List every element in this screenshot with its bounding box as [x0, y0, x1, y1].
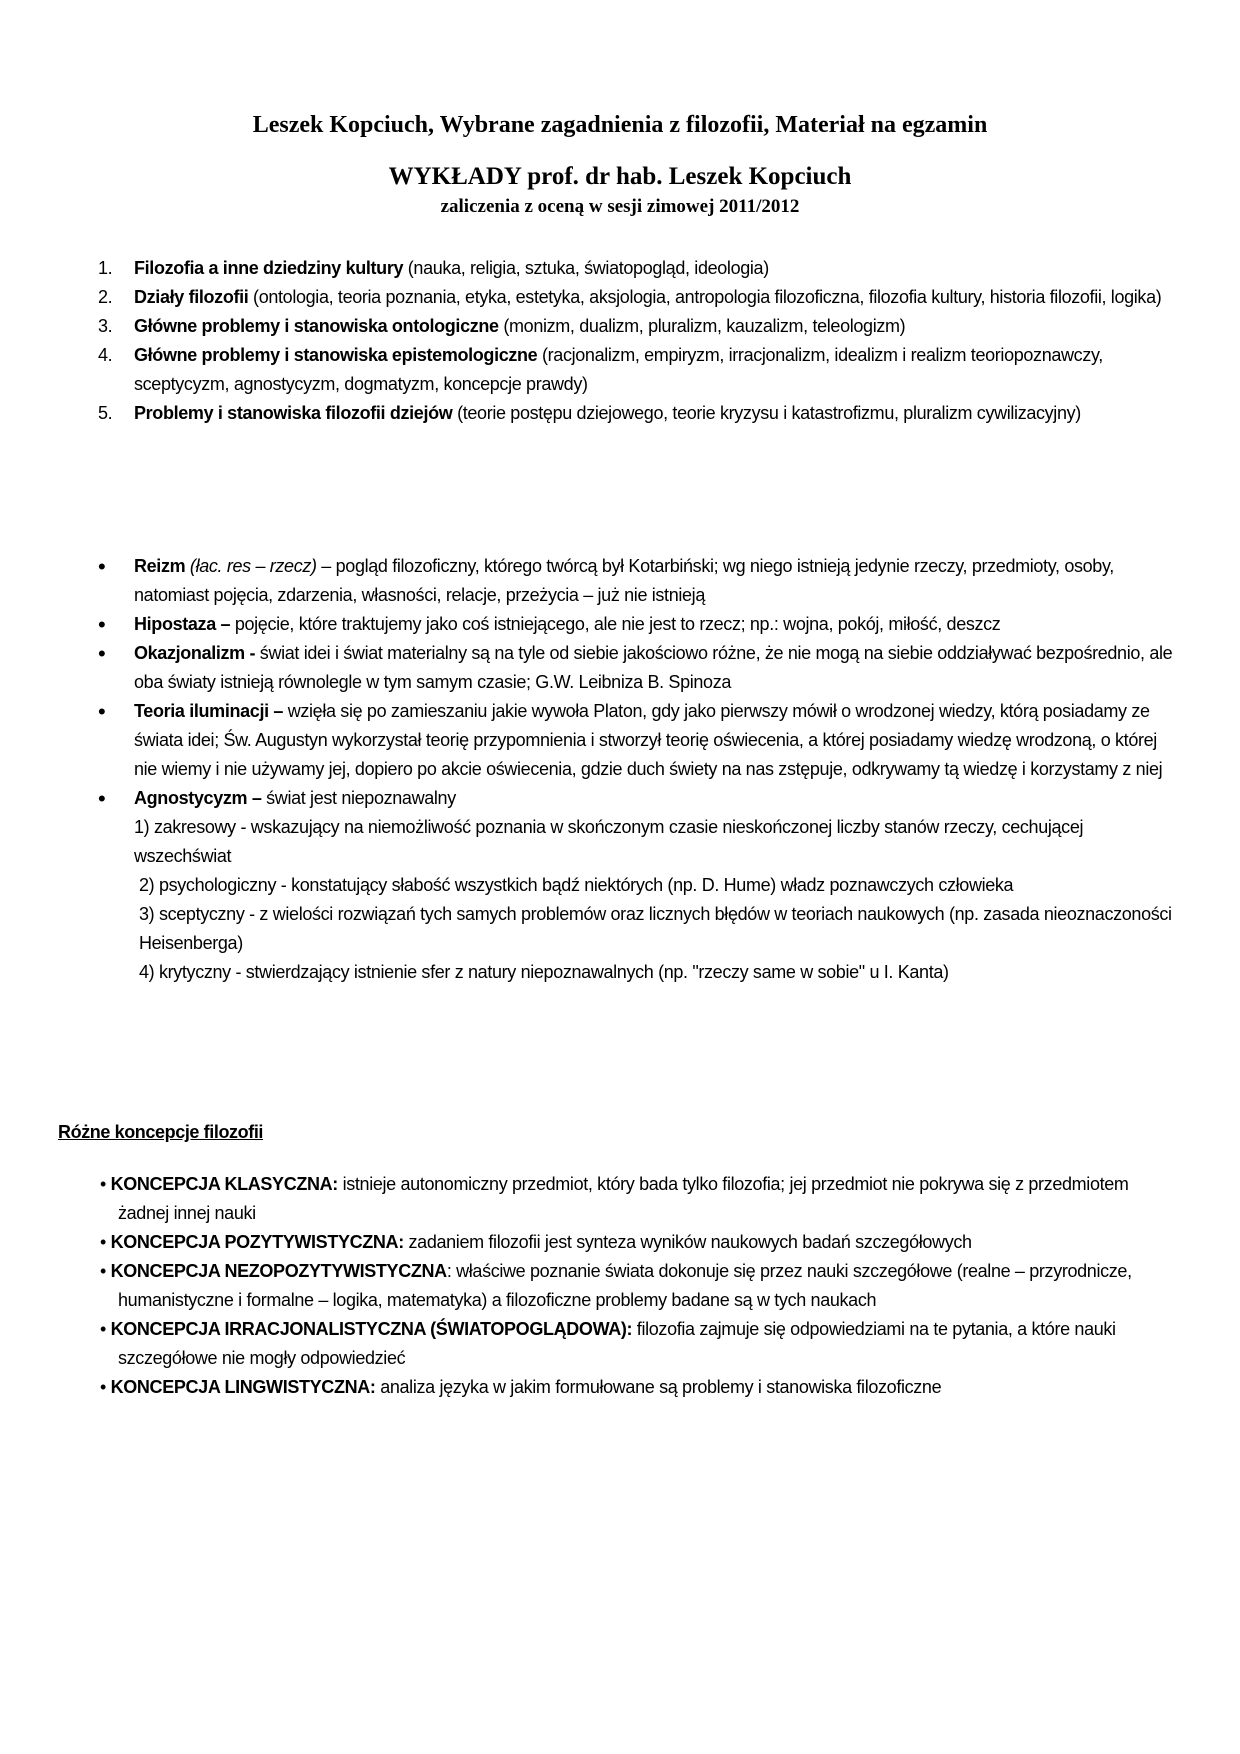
topic-item	[88, 283, 1178, 312]
bullet-icon: •	[98, 641, 106, 666]
term-definition: wzięła się po zamieszaniu jakie wywoła Platon, gdy jako pierwszy mówił o wrodzonej wiedzy, którą posiadamy ze świata idei; Św. Augustyn wykorzystał teorię przypomnienia i stworzył teorię oświecenia, a której posiadamy wiedzę wrodzoną, o której nie wiemy i nie używamy jej, dopiero po akcie oświecenia, gdzie duch świety na nas zstępuje, odkrywamy tą wiedzę i korzystamy z niej	[134, 701, 1163, 779]
term-etymology: (łac. res – rzecz)	[185, 556, 317, 576]
term-name: Agnostycyzm –	[134, 788, 262, 808]
term-definition: świat jest niepoznawalny	[261, 788, 456, 808]
topic-number: 3.	[98, 316, 113, 336]
agnosticism-type: 1) zakresowy - wskazujący na niemożliwość poznania w skończonym czasie nieskończonej liczby stanów rzeczy, cechującej wszechświat	[134, 817, 1084, 866]
term-name: Reizm	[134, 556, 186, 576]
concept-item	[100, 1257, 1180, 1315]
concept-item	[100, 1315, 1180, 1373]
concepts-heading: Różne koncepcje filozofii	[58, 1122, 264, 1142]
topic-number: 5.	[98, 403, 113, 423]
topics-list	[88, 254, 1178, 428]
concept-description: filozofia zajmuje się odpowiedziami na te pytania, a które nauki szczegółowe nie mogły odpowiedzieć	[118, 1319, 1116, 1368]
document-title: Leszek Kopciuch, Wybrane zagadnienia z filozofii, Materiał na egzamin	[252, 112, 988, 138]
topic-details: (racjonalizm, empiryzm, irracjonalizm, idealizm i realizm teoriopoznawczy, sceptycyzm, agnostycyzm, dogmatyzm, koncepcje prawdy)	[134, 345, 1103, 394]
topic-number: 4.	[98, 345, 113, 365]
agnosticism-type: 4) krytyczny - stwierdzający istnienie sfer z natury niepoznawalnych (np. "rzeczy same w sobie" u I. Kanta)	[139, 962, 949, 982]
term-definition: – pogląd filozoficzny, którego twórcą był Kotarbiński; wg niego istnieją jedynie rzeczy, przedmioty, osoby, natomiast pojęcia, zdarzenia, własności, relacje, przeżycia – już nie istnieją	[134, 556, 1114, 605]
bullet-icon: •	[98, 786, 106, 811]
term-definition: świat idei i świat materialny są na tyle od siebie jakościowo różne, że nie mogą na siebie oddziaływać bezpośrednio, ale oba światy istnieją równolegle w tym samym czasie; G.W. Leibniza B. Spinoza	[134, 643, 1173, 692]
session-info: zaliczenia z oceną w sesji zimowej 2011/2012	[440, 196, 800, 217]
topic-title: Filozofia a inne dziedziny kultury	[134, 258, 404, 278]
concept-description: analiza języka w jakim formułowane są problemy i stanowiska filozoficzne	[375, 1377, 942, 1397]
bullet-icon: •	[100, 1377, 111, 1397]
topic-item	[88, 341, 1178, 399]
topic-item	[88, 254, 1178, 283]
term-item	[88, 610, 1178, 639]
topic-title: Działy filozofii	[134, 287, 249, 307]
topic-number: 1.	[98, 258, 113, 278]
concept-description: : właściwe poznanie świata dokonuje się przez nauki szczegółowe (realne – przyrodnicze, humanistyczne i formalne – logika, matematyka) a filozoficzne problemy badane są w tych naukach	[118, 1261, 1132, 1310]
bullet-icon: •	[98, 699, 106, 724]
term-item	[88, 639, 1178, 697]
agnosticism-type: 3) sceptyczny - z wielości rozwiązań tych samych problemów oraz licznych błędów w teoriach naukowych (np. zasada nieoznaczoności Heisenberga)	[139, 904, 1172, 953]
topic-title: Problemy i stanowiska filozofii dziejów	[134, 403, 453, 423]
bullet-icon: •	[98, 554, 106, 579]
concept-item	[100, 1228, 1180, 1257]
concept-item	[100, 1373, 1180, 1402]
concept-description: istnieje autonomiczny przedmiot, który bada tylko filozofia; jej przedmiot nie pokrywa się z przedmiotem żadnej innej nauki	[118, 1174, 1129, 1223]
document-subtitle: WYKŁADY prof. dr hab. Leszek Kopciuch	[388, 163, 852, 190]
concept-name: KONCEPCJA POZYTYWISTYCZNA:	[110, 1232, 404, 1252]
agnosticism-type: 2) psychologiczny - konstatujący słabość wszystkich bądź niektórych (np. D. Hume) władz poznawczych człowieka	[139, 875, 1014, 895]
bullet-icon: •	[100, 1232, 111, 1252]
concept-name: KONCEPCJA LINGWISTYCZNA:	[110, 1377, 376, 1397]
topic-number: 2.	[98, 287, 113, 307]
bullet-icon: •	[100, 1261, 111, 1281]
concept-name: KONCEPCJA NEZOPOZYTYWISTYCZNA	[110, 1261, 447, 1281]
concepts-list	[100, 1170, 1180, 1402]
term-item	[88, 697, 1178, 784]
topic-details: (monizm, dualizm, pluralizm, kauzalizm, teleologizm)	[498, 316, 906, 336]
bullet-icon: •	[98, 612, 106, 637]
concept-description: zadaniem filozofii jest synteza wyników naukowych badań szczegółowych	[403, 1232, 972, 1252]
bullet-icon: •	[100, 1319, 111, 1339]
topic-item	[88, 399, 1178, 428]
concept-name: KONCEPCJA KLASYCZNA:	[110, 1174, 338, 1194]
term-item	[88, 552, 1178, 610]
bullet-icon: •	[100, 1174, 111, 1194]
term-item	[88, 784, 1178, 987]
term-definition: pojęcie, które traktujemy jako coś istniejącego, ale nie jest to rzecz; np.: wojna, pokój, miłość, deszcz	[230, 614, 1001, 634]
topic-title: Główne problemy i stanowiska ontologiczne	[134, 316, 499, 336]
term-name: Okazjonalizm -	[134, 643, 256, 663]
concept-item	[100, 1170, 1180, 1228]
topic-title: Główne problemy i stanowiska epistemologiczne	[134, 345, 538, 365]
topic-item	[88, 312, 1178, 341]
term-name: Teoria iluminacji –	[134, 701, 284, 721]
term-name: Hipostaza –	[134, 614, 231, 634]
topic-details: (teorie postępu dziejowego, teorie kryzysu i katastrofizmu, pluralizm cywilizacyjny)	[452, 403, 1081, 423]
concept-name: KONCEPCJA IRRACJONALISTYCZNA (ŚWIATOPOGLĄDOWA):	[110, 1319, 633, 1339]
topic-details: (ontologia, teoria poznania, etyka, estetyka, aksjologia, antropologia filozoficzna, filozofia kultury, historia filozofii, logika)	[248, 287, 1162, 307]
terms-list	[88, 552, 1178, 987]
topic-details: (nauka, religia, sztuka, światopogląd, ideologia)	[403, 258, 769, 278]
